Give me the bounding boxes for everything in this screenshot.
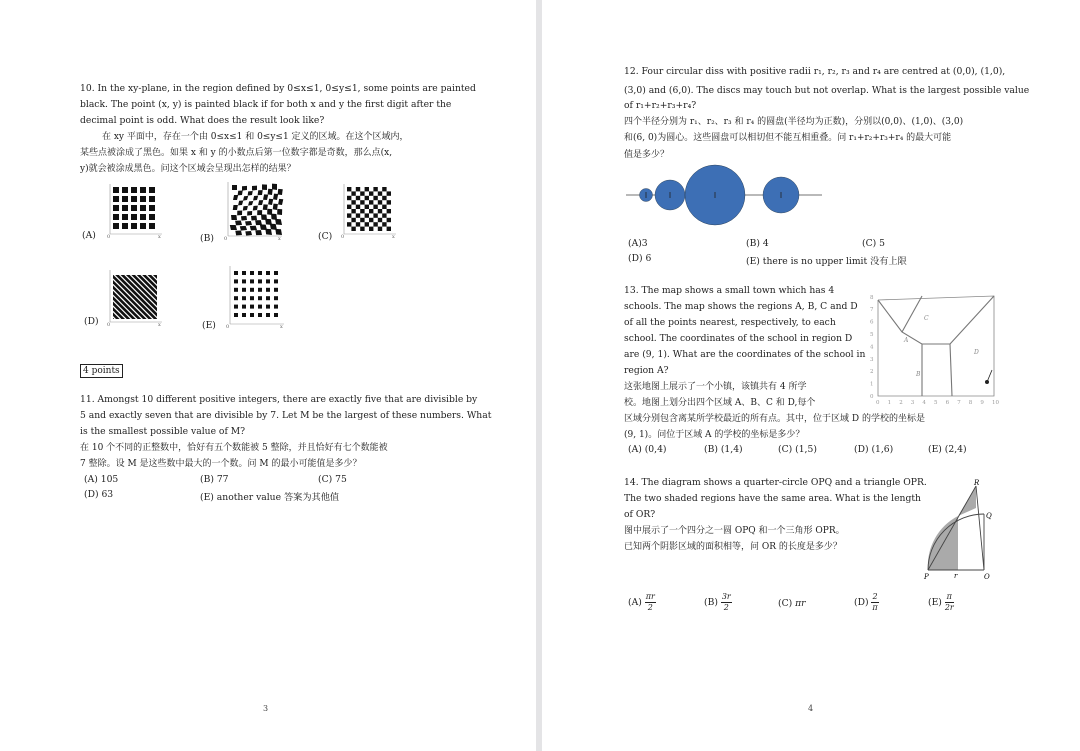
y-tick-label: 3	[870, 356, 874, 363]
text-line: The two shaded regions have the same area. What is the length	[624, 493, 921, 504]
label-p: P	[924, 573, 929, 581]
x-tick-label: 1	[887, 400, 892, 406]
text-line: of r₁+r₂+r₃+r₄?	[624, 100, 697, 111]
q10-option-c-figure	[338, 180, 400, 240]
region-label-a: A	[904, 337, 909, 344]
region-label-d: D	[974, 349, 979, 356]
text-line: decimal point is odd. What does the result look like?	[80, 115, 325, 126]
text-line: 13. The map shows a small town which has 4	[624, 285, 835, 296]
q13-option-a: (A) (0,4)	[628, 444, 667, 455]
q10-option-a-figure	[104, 180, 166, 240]
text-line: 在 10 个不同的正整数中，恰好有五个数能被 5 整除，并且恰好有七个数能被	[80, 443, 388, 453]
label-q: Q	[986, 512, 992, 520]
svg-text:0: 0	[107, 322, 111, 328]
text-line: school. The coordinates of the school in region D	[624, 333, 853, 344]
x-tick-label: 8	[968, 400, 973, 406]
svg-text:0: 0	[107, 234, 111, 240]
q12-option-c: (C) 5	[862, 238, 885, 249]
svg-text:x: x	[278, 236, 281, 242]
q10-option-a-label: (A)	[82, 230, 96, 241]
text-line: 已知两个阴影区域的面积相等，问 OR 的长度是多少？	[624, 542, 842, 552]
svg-text:0: 0	[226, 324, 230, 330]
text-line: 四个半径分别为 r₁、r₂、r₃ 和 r₄ 的圆盘(半径均为正数)，分别以(0,0)、(1,0)、(3,0)	[624, 117, 964, 127]
q13-option-c: (C) (1,5)	[778, 444, 817, 455]
label-r: R	[974, 479, 980, 487]
y-tick-label: 2	[870, 369, 874, 376]
page-3	[0, 0, 536, 751]
y-tick-label: 6	[870, 319, 874, 326]
svg-text:x: x	[392, 234, 395, 240]
boundary-c-d	[950, 296, 994, 344]
boundary-b-d	[922, 344, 952, 396]
x-tick-label: 4	[922, 400, 926, 406]
page-number: 3	[263, 704, 269, 713]
label-r-radius: r	[954, 572, 958, 580]
page-4	[542, 0, 1080, 751]
x-tick-label: 5	[934, 400, 938, 406]
text-line: 这张地图上展示了一个小镇，该镇共有 4 所学	[624, 382, 807, 392]
text-line: 14. The diagram shows a quarter-circle OPQ and a triangle OPR.	[624, 477, 927, 488]
q14-option-e: (E) $\frac{\pi}{2r}$	[928, 592, 954, 612]
text-line: of OR?	[624, 509, 656, 520]
svg-text:x: x	[280, 324, 283, 330]
x-tick-label: 7	[957, 400, 961, 406]
text-line: 校。地图上划分出四个区域 A、B、C 和 D,每个	[624, 398, 816, 408]
q12-option-d: (D) 6	[628, 253, 652, 264]
q12-option-b: (B) 4	[746, 238, 769, 249]
q10-option-b-figure	[220, 180, 286, 242]
text-line: 10. In the xy-plane, in the region defined by 0≤x≤1, 0≤y≤1, some points are painted	[80, 83, 476, 94]
text-line: 5 and exactly seven that are divisible by 7. Let M be the largest of these numbers. What	[80, 410, 492, 421]
text-line: region A?	[624, 365, 669, 376]
x-tick-label: 10	[992, 400, 999, 406]
boundary-a-c	[902, 296, 922, 332]
label-o: O	[984, 573, 990, 581]
q10-option-d-figure	[104, 266, 166, 328]
q12-option-e: (E) there is no upper limit 没有上限	[746, 256, 907, 267]
q13-map-figure	[868, 292, 1000, 408]
svg-text:0: 0	[224, 236, 228, 242]
region-label-c: C	[924, 315, 929, 322]
q13-option-b: (B) (1,4)	[704, 444, 743, 455]
q10-option-b-label: (B)	[200, 233, 214, 244]
q14-option-a: (A) $\frac{\pi r}{2}$	[628, 592, 655, 612]
q11-option-b: (B) 77	[200, 474, 229, 485]
y-tick-label: 5	[870, 332, 874, 338]
svg-text:x: x	[158, 322, 161, 328]
q13-option-e: (E) (2,4)	[928, 444, 967, 455]
text-line: (9, 1)。问位于区域 A 的学校的坐标是多少？	[624, 430, 805, 440]
svg-text:x: x	[158, 234, 161, 240]
text-line: 值是多少？	[624, 150, 670, 160]
points-label: 4 points	[80, 364, 123, 378]
x-tick-label: 3	[910, 400, 915, 406]
text-line: are (9, 1). What are the coordinates of the school in	[624, 349, 866, 360]
text-line: schools. The map shows the regions A, B, C and D	[624, 301, 858, 312]
page-number: 4	[808, 704, 814, 713]
q14-option-d: (D) $\frac{2}{\pi}$	[854, 592, 878, 612]
y-tick-label: 0	[870, 394, 874, 400]
y-tick-label: 8	[870, 294, 874, 301]
text-line: 在 xy 平面中，存在一个由 0≤x≤1 和 0≤y≤1 定义的区域。在这个区域内，	[102, 132, 409, 142]
y-tick-label: 7	[870, 307, 874, 314]
y-tick-label: 1	[870, 381, 874, 388]
q11-option-a: (A) 105	[84, 474, 119, 485]
text-line: 图中展示了一个四分之一圆 OPQ 和一个三角形 OPR。	[624, 526, 845, 536]
q11-option-e: (E) another value 答案为其他值	[200, 492, 340, 503]
y-tick-label: 4	[870, 344, 874, 351]
text-line: of all the points nearest, respectively, to each	[624, 317, 836, 328]
q14-option-b: (B) $\frac{3r}{2}$	[704, 592, 731, 612]
q14-option-c: (C) πr	[778, 598, 806, 609]
q10-option-e-label: (E)	[202, 320, 216, 331]
q14-quarter-circle-figure	[916, 478, 1000, 582]
x-tick-label: 9	[980, 400, 984, 406]
region-label-b: B	[916, 371, 921, 378]
x-tick-label: 0	[876, 400, 880, 406]
q10-option-c-label: (C)	[318, 231, 333, 242]
q12-discs-figure	[624, 162, 824, 228]
text-line: 11. Amongst 10 different positive integers, there are exactly five that are divisible by	[80, 394, 478, 405]
q11-option-d: (D) 63	[84, 489, 114, 500]
q13-option-d: (D) (1,6)	[854, 444, 894, 455]
q11-option-c: (C) 75	[318, 474, 347, 485]
q10-option-d-label: (D)	[84, 316, 99, 327]
text-line: 和(6, 0)为圆心。这些圆盘可以相切但不能互相重叠。问 r₁+r₂+r₃+r₄ 的最大可能	[624, 133, 952, 143]
x-tick-label: 6	[945, 400, 950, 406]
q12-option-a: (A)3	[628, 238, 648, 249]
text-line: 某些点被涂成了黑色。如果 x 和 y 的小数点后第一位数字都是奇数，那么点(x,	[80, 148, 393, 158]
svg-text:0: 0	[341, 234, 345, 240]
text-line: 7 整除。设 M 是这些数中最大的一个数。问 M 的最小可能值是多少？	[80, 459, 362, 469]
q10-option-e-figure	[222, 262, 288, 330]
text-line: 区域分别包含离某所学校最近的所有点。其中，位于区域 D 的学校的坐标是	[624, 414, 925, 424]
x-tick-label: 2	[899, 400, 903, 406]
text-line: black. The point (x, y) is painted black if for both x and y the first digit after the	[80, 99, 452, 110]
text-line: y)就会被涂成黑色。问这个区域会呈现出怎样的结果？	[80, 164, 296, 174]
text-line: 12. Four circular diss with positive radii r₁, r₂, r₃ and r₄ are centred at (0,0), (1,0),	[624, 66, 1006, 77]
text-line: (3,0) and (6,0). The discs may touch but not overlap. What is the largest possible value	[624, 85, 1030, 96]
text-line: is the smallest possible value of M?	[80, 426, 246, 437]
boundary-a-b	[878, 300, 922, 396]
